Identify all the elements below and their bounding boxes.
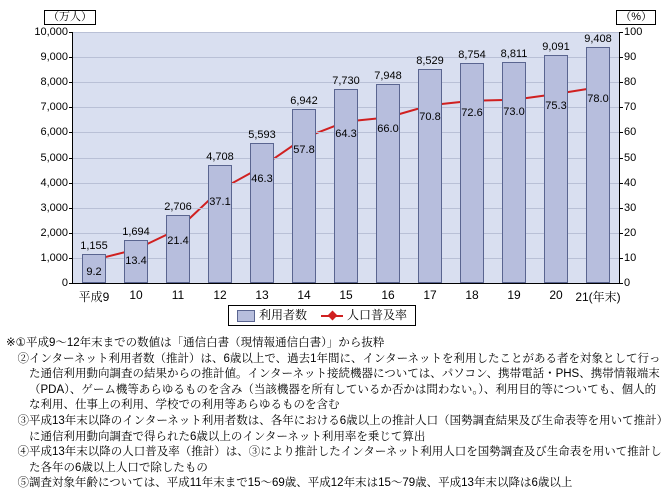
footnote-text: インターネット利用者数（推計）は、6歳以上で、過去1年間に、インターネットを利用したことがある者を対象として行った通信利用動向調査の結果からの推計値。インターネット接続機器については、パソコン、携帯電話・PHS、携帯情報端末（PDA）、ゲーム機等あらゆるものを含み（当該機器を所有しているか否かは問わない。）、利用目的等についても、個人的な利用、仕事上の利用、学校での利用等あらゆるものを含む [29, 352, 661, 412]
x-axis-tick-label: 13 [255, 288, 269, 302]
bar-value-label: 5,593 [248, 128, 276, 141]
y-tick-mark-right [619, 183, 623, 184]
footnote-marker: ※① [6, 337, 26, 349]
y-tick-mark-right [619, 158, 623, 159]
bar [418, 69, 442, 283]
bar [166, 215, 190, 283]
footnote-marker: ⑤ [6, 477, 29, 490]
bar-value-label: 9,091 [542, 40, 570, 53]
footnote-item [6, 352, 666, 414]
bar-value-label: 9,408 [584, 32, 612, 45]
y-axis-tick-label-right: 0 [624, 277, 631, 289]
y-tick-mark-left [69, 158, 73, 159]
x-axis-tick-label: 17 [423, 288, 437, 302]
y-axis-tick-label-left: 5,000 [40, 151, 68, 164]
x-axis-tick-label: 15 [339, 288, 353, 302]
chart-legend [228, 305, 416, 326]
x-axis-tick-label: 21(年末) [575, 290, 621, 304]
x-axis-tick-label: 12 [213, 288, 227, 302]
y-tick-mark-left [69, 233, 73, 234]
y-tick-mark-right [619, 32, 623, 33]
x-axis-tick-label: 14 [297, 288, 311, 302]
footnote-item [6, 476, 666, 492]
y-axis-tick-label-left: 2,000 [40, 226, 68, 239]
y-axis-tick-label-right: 40 [624, 176, 637, 189]
bar [376, 84, 400, 283]
rate-value-label: 78.0 [587, 93, 609, 106]
footnote-item [6, 445, 666, 476]
rate-value-label: 21.4 [167, 235, 189, 248]
y-tick-mark-left [69, 183, 73, 184]
bar [208, 165, 232, 283]
bar [292, 109, 316, 283]
y-tick-mark-right [619, 283, 623, 284]
y-tick-mark-right [619, 82, 623, 83]
bar-value-label: 7,730 [332, 74, 360, 87]
line-swatch-icon [321, 311, 343, 321]
y-axis-tick-label-right: 30 [624, 201, 637, 214]
x-axis-tick-label: 18 [465, 288, 479, 302]
footnote-text: 平成13年末以降のインターネット利用者数は、各年における6歳以上の推計人口（国勢調査結果及び生命表等を用いて推計）に通信利用動向調査で得られた6歳以上のインターネット利用率を乗じて算出 [29, 414, 663, 443]
footnote-text: 調査対象年齢については、平成11年末まで15～69歳、平成12年末は15～79歳、平成13年末以降は6歳以上 [29, 477, 573, 490]
y-tick-mark-right [619, 258, 623, 259]
bar-value-label: 6,942 [290, 94, 318, 107]
bar [502, 62, 526, 283]
y-tick-mark-left [69, 258, 73, 259]
y-axis-tick-label-right: 80 [624, 76, 637, 89]
y-axis-tick-label-right: 20 [624, 226, 637, 239]
y-axis-tick-label-left: 3,000 [40, 201, 68, 214]
footnote-text: 平成9～12年末までの数値は「通信白書（現情報通信白書）」から抜粋 [25, 337, 385, 349]
legend-item-users [237, 308, 307, 323]
rate-value-label: 66.0 [377, 123, 399, 136]
legend-label-users: 利用者数 [259, 308, 308, 322]
rate-value-label: 70.8 [419, 111, 441, 124]
bar [250, 143, 274, 283]
x-axis-tick-label: 19 [507, 288, 521, 302]
bar-value-label: 8,529 [416, 54, 444, 67]
legend-label-rate: 人口普及率 [347, 308, 408, 322]
legend-item-rate [321, 308, 407, 323]
x-axis-tick-label: 10 [129, 288, 143, 302]
y-tick-mark-left [69, 132, 73, 133]
y-tick-mark-right [619, 233, 623, 234]
y-axis-tick-label-left: 7,000 [40, 101, 68, 114]
bar-swatch-icon [237, 310, 255, 322]
y-tick-mark-right [619, 107, 623, 108]
y-axis-tick-label-left: 4,000 [40, 176, 68, 189]
x-axis-tick-label: 11 [171, 288, 185, 302]
y-tick-mark-left [69, 57, 73, 58]
gridline [73, 57, 619, 58]
y-axis-tick-label-left: 9,000 [40, 51, 68, 64]
y-tick-mark-right [619, 132, 623, 133]
y-tick-mark-right [619, 57, 623, 58]
rate-value-label: 9.2 [86, 265, 102, 278]
rate-value-label: 13.4 [125, 255, 147, 268]
rate-value-label: 75.3 [545, 99, 567, 112]
chart-container [8, 6, 664, 324]
y-axis-tick-label-right: 90 [624, 51, 637, 64]
footnote-text: 平成13年末以降の人口普及率（推計）は、③により推計したインターネット利用人口を国勢調査及び生命表を用いて推計した各年の6歳以上人口で除したもの [29, 446, 662, 474]
footnote-item [6, 336, 666, 352]
bar-value-label: 4,708 [206, 150, 234, 163]
y-tick-mark-left [69, 208, 73, 209]
rate-value-label: 57.8 [293, 143, 315, 156]
plot-area [34, 26, 643, 304]
rate-value-label: 73.0 [503, 105, 525, 118]
y-axis-tick-label-right: 100 [624, 26, 643, 38]
footnote-item [6, 414, 666, 445]
bar-value-label: 7,948 [374, 69, 402, 82]
y-axis-unit-right: （%） [616, 10, 656, 25]
bar [460, 63, 484, 283]
bar [334, 89, 358, 283]
bar [586, 47, 610, 283]
footnotes [6, 336, 666, 492]
footnote-marker: ④ [6, 446, 29, 459]
bar-value-label: 8,754 [458, 49, 486, 62]
rate-value-label: 64.3 [335, 127, 357, 140]
bar-value-label: 1,155 [80, 240, 108, 252]
y-tick-mark-left [69, 82, 73, 83]
y-axis-tick-label-right: 60 [624, 126, 637, 139]
rate-value-label: 46.3 [251, 172, 273, 185]
rate-value-label: 72.6 [461, 106, 483, 119]
bar-value-label: 2,706 [164, 201, 192, 214]
y-tick-mark-left [69, 32, 73, 33]
gridline [73, 32, 619, 33]
y-axis-tick-label-left: 8,000 [40, 76, 68, 89]
y-axis-tick-label-left: 10,000 [34, 26, 68, 38]
x-axis-tick-label: 平成9 [78, 290, 110, 304]
y-tick-mark-left [69, 283, 73, 284]
y-axis-tick-label-left: 0 [61, 277, 68, 289]
y-tick-mark-right [619, 208, 623, 209]
y-axis-unit-left: （万人） [44, 10, 96, 25]
x-axis-tick-label: 16 [381, 288, 395, 302]
y-axis-tick-label-right: 50 [624, 151, 637, 164]
y-axis-tick-label-right: 70 [624, 101, 637, 114]
bar-value-label: 8,811 [500, 47, 528, 60]
rate-value-label: 37.1 [209, 195, 231, 208]
footnote-marker: ③ [6, 414, 29, 427]
footnote-marker: ② [6, 352, 29, 365]
y-tick-mark-left [69, 107, 73, 108]
bar [544, 55, 568, 283]
y-axis-tick-label-right: 10 [624, 251, 637, 264]
y-axis-tick-label-left: 6,000 [40, 126, 68, 139]
bar-value-label: 1,694 [122, 226, 150, 239]
y-axis-tick-label-left: 1,000 [40, 251, 68, 264]
x-axis-tick-label: 20 [549, 288, 563, 302]
